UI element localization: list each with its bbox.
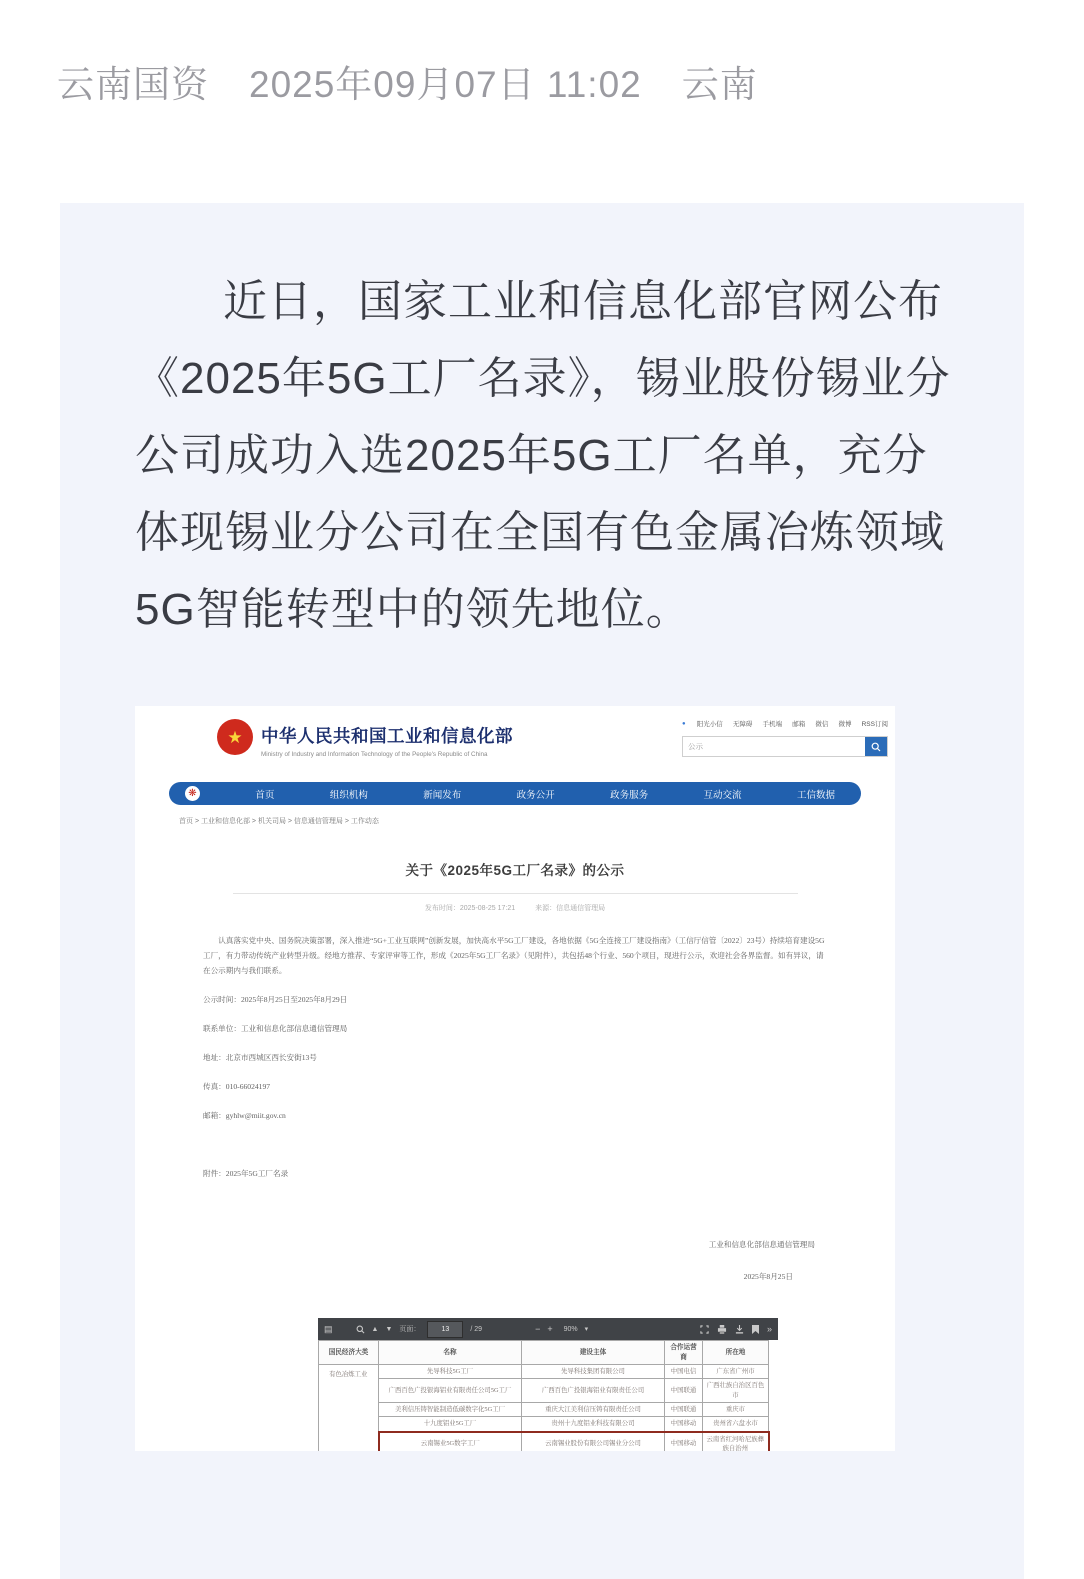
table-header-row <box>319 1341 769 1365</box>
overflow-icon: » <box>766 1323 772 1334</box>
miit-nav-bar <box>169 782 861 805</box>
cell-name: 云南锡业5G数字工厂 <box>379 1432 522 1452</box>
download-icon <box>735 1325 744 1334</box>
cell-builder: 广西百色广投银海铝业有限责任公司 <box>522 1379 665 1403</box>
miit-site-title-en: Ministry of Industry and Information Technology of the People's Republic of China <box>261 751 488 758</box>
cell-name: 十九度铝业5G工厂 <box>379 1417 522 1432</box>
miit-site-title: 中华人民共和国工业和信息化部 <box>261 726 513 746</box>
top-link: 邮箱 <box>792 721 806 728</box>
table-row-highlighted <box>319 1432 769 1452</box>
emblem-star-icon: ★ <box>227 727 243 747</box>
badge-dot-icon: ● <box>682 720 686 727</box>
search-button <box>865 737 887 756</box>
cell-builder: 贵州十九度铝业科技有限公司 <box>522 1417 665 1432</box>
cell-name: 先导科技5G工厂 <box>379 1365 522 1379</box>
miit-site-titlebox <box>261 723 513 758</box>
top-link: 手机端 <box>762 721 783 728</box>
body-line-period: 公示时间：2025年8月25日至2025年8月29日 <box>203 995 348 1004</box>
article-content-card <box>60 203 1024 1579</box>
publish-datetime: 2025年09月07日 11:02 <box>249 64 642 105</box>
account-name[interactable]: 云南国资 <box>57 64 209 105</box>
body-line-address: 地址：北京市西城区西长安街13号 <box>203 1053 317 1062</box>
cell-operator: 中国移动 <box>665 1417 703 1432</box>
col-header-operator: 合作运营商 <box>665 1341 703 1365</box>
body-line-fax: 传真：010-66024197 <box>203 1082 271 1091</box>
national-emblem-icon <box>217 719 253 755</box>
page-label: 页面： <box>399 1326 421 1333</box>
cell-location: 云南省红河哈尼族彝族自治州 <box>703 1432 769 1452</box>
cell-location: 重庆市 <box>703 1402 769 1416</box>
nav-item-organization: 组织机构 <box>329 789 368 801</box>
miit-site-header <box>135 706 895 782</box>
miit-header-utilities <box>682 719 888 757</box>
miit-top-links <box>682 719 888 728</box>
col-header-category: 国民经济大类 <box>319 1341 379 1365</box>
announcement-title: 关于《2025年5G工厂名录》的公示 <box>405 863 625 878</box>
fullscreen-icon <box>700 1325 709 1334</box>
attachment-line: 附件：2025年5G工厂名录 <box>203 1169 289 1178</box>
col-header-name: 名称 <box>379 1341 522 1365</box>
page-total: / 29 <box>470 1325 483 1333</box>
cell-location: 广东省广州市 <box>703 1365 769 1379</box>
cell-operator: 中国联通 <box>665 1402 703 1416</box>
sign-date: 2025年8月25日 <box>743 1272 793 1281</box>
factory-list-table <box>318 1340 770 1451</box>
body-line-contact: 联系单位：工业和信息化部信息通信管理局 <box>203 1024 348 1033</box>
announcement-meta <box>135 903 895 913</box>
page-down-icon: ▼ <box>385 1325 393 1333</box>
top-link: 微博 <box>838 721 852 728</box>
print-icon <box>717 1325 727 1334</box>
miit-search-box <box>682 736 888 757</box>
nav-item-data: 工信数据 <box>796 789 835 801</box>
cell-builder: 云南锡业股份有限公司锡业分公司 <box>522 1432 665 1452</box>
cell-location: 贵州省六盘水市 <box>703 1417 769 1432</box>
col-header-location: 所在地 <box>703 1341 769 1365</box>
cell-builder: 先导科技集团有限公司 <box>522 1365 665 1379</box>
signer: 工业和信息化部信息通信管理局 <box>708 1240 815 1249</box>
cell-name: 广西百色广投银海铝业有限责任公司5G工厂 <box>379 1379 522 1403</box>
pdf-viewer <box>318 1318 778 1451</box>
top-link: 阳光小信 <box>696 721 723 728</box>
miit-logo-icon: ❋ <box>185 786 200 801</box>
nav-item-gov-service: 政务服务 <box>610 789 649 801</box>
top-link: 无障碍 <box>732 721 753 728</box>
zoom-caret-icon: ▾ <box>584 1326 589 1333</box>
search-input <box>683 737 865 756</box>
table-row <box>319 1402 769 1416</box>
table-row <box>319 1365 769 1379</box>
table-row <box>319 1417 769 1432</box>
cell-operator: 中国联通 <box>665 1379 703 1403</box>
publish-region: 云南 <box>681 64 758 105</box>
top-link: RSS订阅 <box>861 721 888 728</box>
source: 来源：信息通信管理局 <box>535 905 606 912</box>
cell-name: 美利信压铸智能制造低碳数字化5G工厂 <box>379 1402 522 1416</box>
zoom-level: 90% <box>563 1325 578 1333</box>
nav-item-interaction: 互动交流 <box>703 789 742 801</box>
table-row <box>319 1379 769 1403</box>
nav-item-news: 新闻发布 <box>423 789 462 801</box>
miit-announcement-screenshot[interactable] <box>135 706 895 1451</box>
cell-operator: 中国移动 <box>665 1432 703 1452</box>
bookmark-icon <box>752 1325 759 1334</box>
announcement-body <box>203 933 829 1284</box>
page-number-input <box>427 1321 463 1338</box>
body-line-email: 邮箱：gyhlw@miit.gov.cn <box>203 1111 286 1120</box>
cell-location: 广西壮族自治区百色市 <box>703 1379 769 1403</box>
page-up-icon: ▲ <box>371 1325 379 1333</box>
sidebar-toggle-icon: ▤ <box>324 1323 333 1334</box>
title-divider <box>233 893 798 894</box>
top-link: 微信 <box>815 721 829 728</box>
zoom-out-icon: − <box>535 1323 541 1334</box>
cell-builder: 重庆大江美利信压铸有限责任公司 <box>522 1402 665 1416</box>
post-header <box>57 54 758 108</box>
nav-item-home: 首页 <box>255 789 275 801</box>
nav-item-gov-open: 政务公开 <box>516 789 555 801</box>
body-paragraph: 认真落实党中央、国务院决策部署，深入推进“5G+工业互联网”创新发展，加快高水平5G工厂建设，各地依据《5G全连接工厂建设指南》（工信厅信管〔2022〕23号）持续培育建设5G工厂，有力带动传统产业转型升级。经地方推荐、专家评审等工作，形成《2025年5G工厂名录》（见附件），共包括48个行业、560个项目，现进行公示，欢迎社会各界监督。如有异议，请在公示期内与我们联系。 <box>203 936 825 975</box>
search-icon <box>356 1325 365 1334</box>
pdf-toolbar <box>318 1318 778 1340</box>
category-cell: 有色冶炼工业 <box>319 1365 379 1451</box>
publish-time: 发布时间：2025-08-25 17:21 <box>424 905 516 912</box>
article-paragraph: 近日，国家工业和信息化部官网公布《2025年5G工厂名录》，锡业股份锡业分公司成功入选2025年5G工厂名单，充分体现锡业分公司在全国有色金属冶炼领域5G智能转型中的领先地位。 <box>135 277 951 634</box>
magnifier-icon <box>871 742 881 752</box>
cell-operator: 中国电信 <box>665 1365 703 1379</box>
zoom-in-icon: + <box>547 1323 553 1334</box>
breadcrumb: 首页 > 工业和信息化部 > 机关司局 > 信息通信管理局 > 工作动态 <box>179 818 379 825</box>
col-header-builder: 建设主体 <box>522 1341 665 1365</box>
